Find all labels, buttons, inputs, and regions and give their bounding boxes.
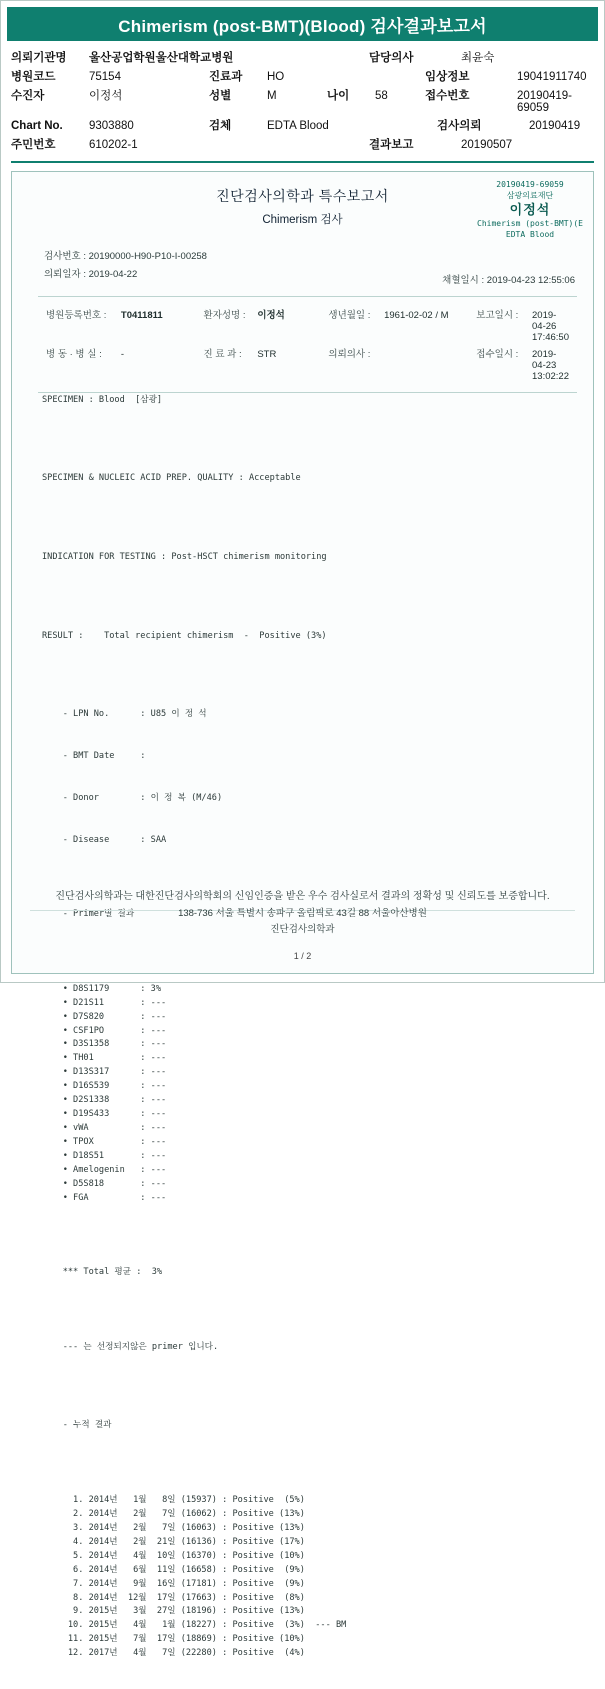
birth-value: 1961-02-02 / M: [384, 310, 449, 321]
field-label-hospital-code: 병원코드: [11, 71, 56, 83]
cumulative-result-row: 5. 2014년 4월 10일 (16370) : Positive (10%): [42, 1550, 305, 1561]
footer-line-department: 진단검사의학과: [270, 924, 335, 936]
stamp-specimen: EDTA Blood: [505, 229, 555, 239]
exam-no-line: [44, 248, 207, 266]
cumulative-result-row: 12. 2017년 4월 7일 (22280) : Positive (4%): [42, 1648, 305, 1659]
field-value-accept-no: 20190419-69059: [517, 90, 572, 114]
ward-value: -: [120, 349, 125, 360]
cumulative-result-row: 7. 2014년 9월 16일 (17181) : Positive (9%): [42, 1578, 305, 1589]
field-label-accept-no: 접수번호: [425, 90, 470, 102]
patient-name-label: 환자성명 :: [203, 310, 246, 321]
header-info: [11, 49, 594, 163]
ward-label: 병 동 · 병 실 :: [46, 349, 102, 360]
result-line: RESULT : Total recipient chimerism - Positive (3%): [42, 630, 327, 641]
field-label-age: 나이: [327, 90, 350, 102]
header-row: [11, 49, 594, 65]
field-value-age: 58: [375, 90, 388, 102]
primer-row: • D19S433 : ---: [42, 1109, 167, 1120]
report-meta-left: [44, 248, 207, 284]
reg-no-label: 병원등록번호 :: [46, 310, 107, 321]
field-value-clinical-info: 19041911740: [517, 71, 587, 83]
request-date-label: 의뢰일자 :: [44, 269, 86, 281]
report-dt-label: 보고일시 :: [476, 310, 519, 321]
cumulative-result-row: 6. 2014년 6월 11일 (16658) : Positive (9%): [42, 1564, 305, 1575]
info-line-lpn: - LPN No. : U85 이 정 석: [42, 709, 207, 720]
cumulative-result-row: 3. 2014년 2월 7일 (16063) : Positive (13%): [42, 1522, 305, 1533]
exam-no-value: 20190000-H90-P10-I-00258: [88, 251, 207, 262]
stamp-line2: 삼광의료재단: [506, 190, 554, 200]
field-value-doctor: 최윤숙: [461, 52, 495, 64]
cumulative-result-row: 4. 2014년 2월 21일 (16136) : Positive (17%): [42, 1536, 305, 1547]
cumulative-section-header: - 누적 결과: [42, 1420, 112, 1431]
primer-row: • D16S539 : ---: [42, 1081, 167, 1092]
field-label-chart-no: Chart No.: [11, 120, 63, 132]
report-card: [11, 171, 594, 1659]
field-label-dept: 진료과: [209, 71, 243, 83]
primer-row: • D13S317 : ---: [42, 1067, 167, 1078]
field-label-institution: 의뢰기관명: [11, 52, 67, 64]
primer-row: • TPOX : ---: [42, 1136, 167, 1147]
field-value-order-date: 20190419: [529, 120, 581, 132]
order-doctor-label: 의뢰의사 :: [328, 349, 371, 360]
page-title: Chimerism (post-BMT)(Blood) 검사결과보고서: [7, 7, 598, 41]
report-subtitle: Chimerism 검사: [262, 214, 343, 226]
header-row: [11, 117, 594, 133]
field-label-sex: 성별: [209, 90, 232, 102]
field-label-specimen: 검체: [209, 120, 232, 132]
report-title: 진단검사의학과 특수보고서: [216, 188, 389, 204]
quality-line: SPECIMEN & NUCLEIC ACID PREP. QUALITY : Acceptable: [42, 473, 301, 484]
accept-dt-label: 접수일시 :: [476, 349, 519, 360]
exam-no-label: 검사번호 :: [44, 251, 86, 262]
specimen-line: SPECIMEN : Blood [삼광]: [42, 394, 163, 405]
report-footer: [12, 888, 593, 939]
reg-no-value: T0411811: [120, 310, 163, 321]
field-value-hospital-code: 75154: [89, 71, 121, 83]
accept-dt-value: 2019-04-23 13:02:22: [532, 349, 569, 382]
primer-row: • D5S818 : ---: [42, 1178, 167, 1189]
stamp-patient-name: 이정석: [509, 202, 551, 218]
report-body: [42, 366, 579, 1689]
collection-dt-value: 2019-04-23 12:55:06: [486, 275, 575, 286]
stamp-line1: 20190419-69059: [496, 180, 564, 189]
patient-name-value: 이정석: [257, 310, 285, 321]
report-stamp: [477, 180, 583, 241]
primer-row: • D7S820 : ---: [42, 1011, 167, 1022]
header-row: [11, 136, 594, 152]
primer-section-header: - Primer별 결과: [42, 909, 135, 920]
primer-note-line: --- 는 선정되지않은 primer 입니다.: [42, 1341, 219, 1352]
cumulative-result-row: 10. 2015년 4월 1월 (18227) : Positive (3%) --- BM: [42, 1620, 347, 1631]
total-average-line: *** Total 평균 : 3%: [42, 1267, 163, 1278]
primer-row: • TH01 : ---: [42, 1053, 167, 1064]
field-label-doctor: 담당의사: [369, 52, 414, 64]
patient-row: [46, 307, 569, 343]
dept-label: 진 료 과 :: [203, 349, 242, 360]
primer-row: • vWA : ---: [42, 1123, 167, 1134]
field-value-patient: 이정석: [89, 90, 123, 102]
field-value-specimen: EDTA Blood: [267, 120, 329, 132]
cumulative-result-row: 11. 2015년 7월 17일 (18869) : Positive (10%): [42, 1634, 305, 1645]
primer-list: [42, 983, 579, 1206]
cumulative-result-row: 9. 2015년 3월 27일 (18196) : Positive (13%): [42, 1606, 305, 1617]
field-value-dept: HO: [267, 71, 285, 83]
primer-row: • D18S51 : ---: [42, 1150, 167, 1161]
primer-row: • Amelogenin : ---: [42, 1164, 167, 1175]
footer-line-address: 138-736 서울 특별시 송파구 올림픽로 43길 88 서울아산병원: [178, 907, 427, 919]
report-dt-value: 2019-04-26 17:46:50: [532, 310, 569, 343]
info-line-bmt-date: - BMT Date :: [42, 751, 146, 762]
report-meta-right: [442, 272, 575, 286]
field-label-report-date: 결과보고: [369, 139, 414, 151]
field-label-ssn: 주민번호: [11, 139, 56, 151]
request-date-value: 2019-04-22: [88, 269, 138, 281]
primer-row: • CSF1PO : ---: [42, 1025, 167, 1036]
stamp-test-name: Chimerism (post-BMT)(E: [477, 219, 583, 229]
field-value-chart-no: 9303880: [89, 120, 134, 132]
cumulative-result-row: 1. 2014년 1월 8일 (15937) : Positive (5%): [42, 1495, 305, 1506]
header-row: [11, 87, 594, 114]
cumulative-result-row: 2. 2014년 2월 7일 (16062) : Positive (13%): [42, 1508, 305, 1519]
dept-value: STR: [257, 349, 277, 360]
field-label-order-date: 검사의뢰: [437, 120, 482, 132]
primer-row: • D2S1338 : ---: [42, 1095, 167, 1106]
field-value-institution: 울산공업학원울산대학교병원: [89, 52, 234, 64]
field-label-patient: 수진자: [11, 90, 45, 102]
field-value-sex: M: [267, 90, 277, 102]
primer-row: • D3S1358 : ---: [42, 1039, 167, 1050]
info-line-donor: - Donor : 이 정 복 (M/46): [42, 792, 223, 803]
primer-row: • D21S11 : ---: [42, 997, 167, 1008]
primer-row: • FGA : ---: [42, 1192, 167, 1203]
indication-line: INDICATION FOR TESTING : Post-HSCT chimerism monitoring: [42, 552, 327, 563]
field-label-clinical-info: 임상정보: [425, 71, 470, 83]
collection-dt-label: 채혈일시 :: [442, 275, 485, 286]
cumulative-result-row: 8. 2014년 12월 17일 (17663) : Positive (8%): [42, 1592, 305, 1603]
page-number: 1 / 2: [293, 951, 312, 961]
header-row: [11, 68, 594, 84]
info-line-disease: - Disease : SAA: [42, 834, 167, 845]
field-value-report-date: 20190507: [461, 139, 513, 151]
birth-label: 생년월일 :: [328, 310, 371, 321]
cumulative-result-list: [42, 1494, 579, 1661]
footer-line-accreditation: 진단검사의학과는 대한진단검사의학회의 신임인증을 받은 우수 검사실로서 결과의 정확성 및 신뢰도를 보증합니다.: [55, 891, 550, 903]
field-value-ssn: 610202-1: [89, 139, 138, 151]
request-date-line: [44, 266, 207, 284]
primer-row: • D8S1179 : 3%: [42, 983, 161, 994]
